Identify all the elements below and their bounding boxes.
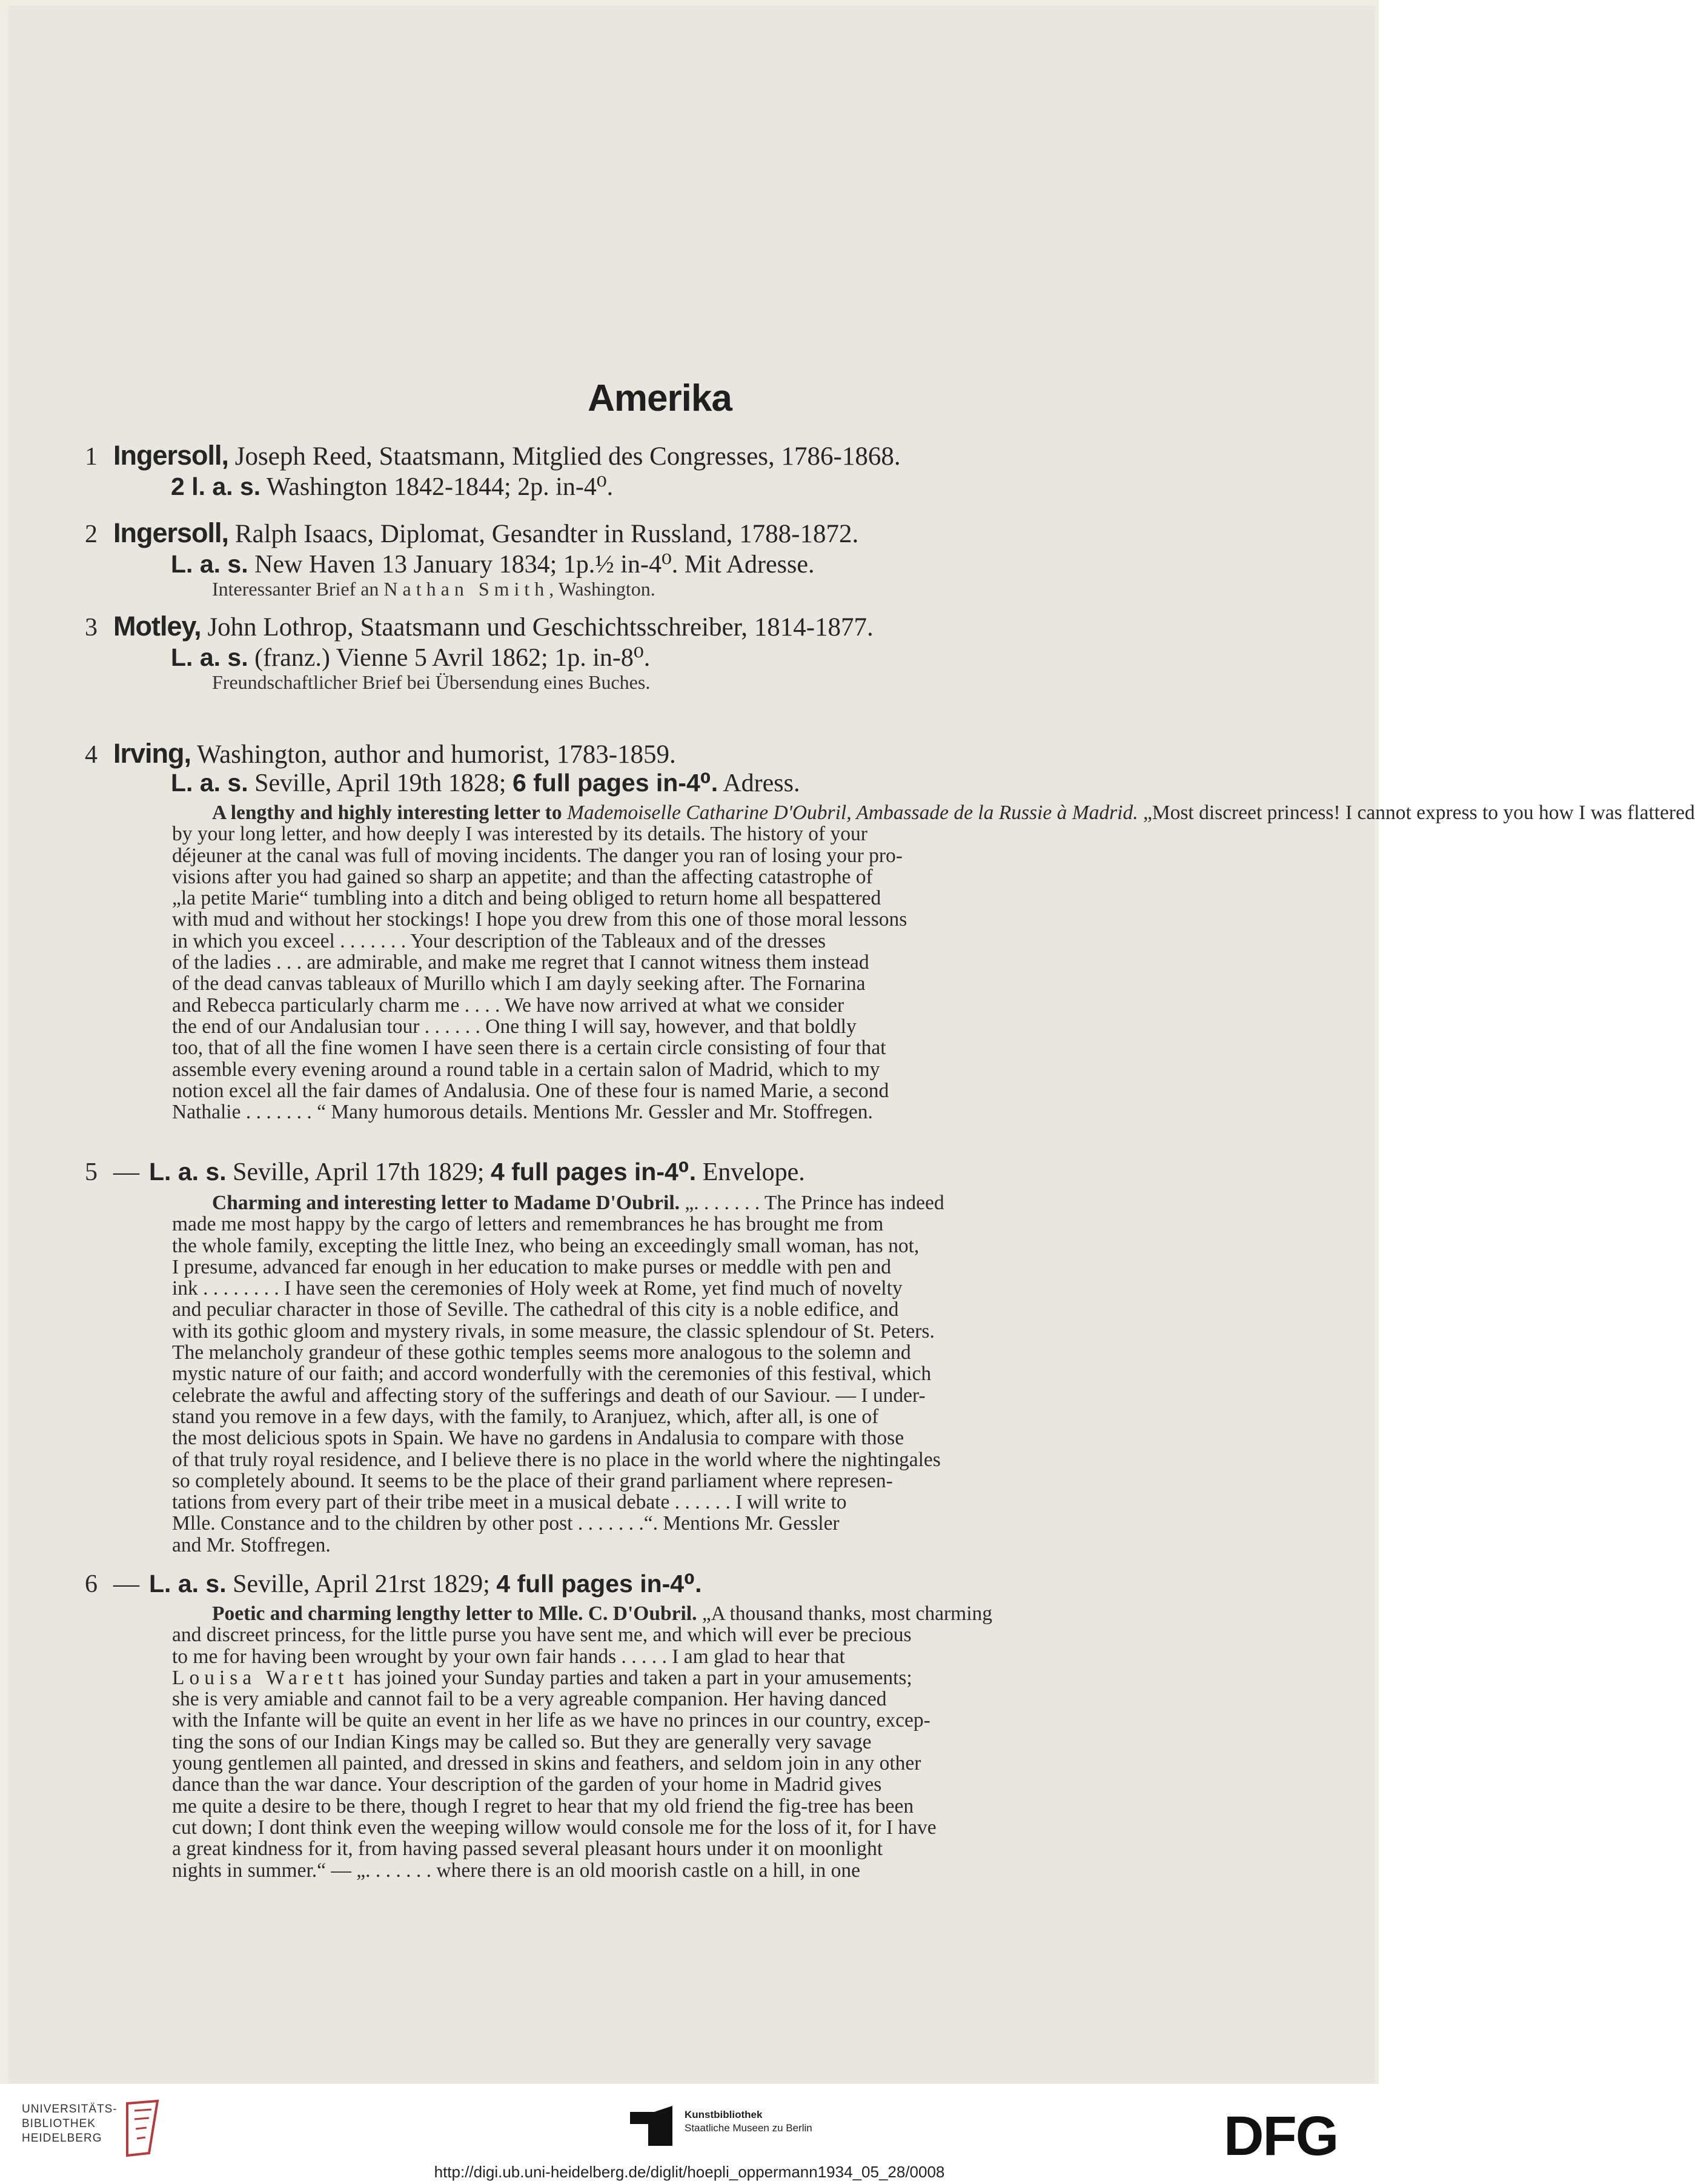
excerpt-line: of the ladies . . . are admirable, and make me regret that I cannot witness them instead bbox=[172, 951, 869, 974]
excerpt-line: the most delicious spots in Spain. We have no gardens in Andalusia to compare with those bbox=[172, 1427, 904, 1450]
ditto-dash: — bbox=[113, 1158, 139, 1186]
excerpt-line: ting the sons of our Indian Kings may be called so. But they are generally very savage bbox=[172, 1730, 872, 1753]
entry-name: Ingersoll, bbox=[113, 517, 229, 548]
excerpt-line: of that truly royal residence, and I believe there is no place in the world where the nightingales bbox=[172, 1448, 941, 1471]
entry-note: Interessanter Brief an Nathan Smith, Washington. bbox=[212, 578, 655, 600]
excerpt-line: The melancholy grandeur of these gothic temples seems more analogous to the solemn and bbox=[172, 1341, 911, 1364]
excerpt-text: „A thousand thanks, most charming bbox=[697, 1602, 993, 1625]
entry-number: 3 bbox=[85, 614, 98, 642]
excerpt-line: the whole family, excepting the little Inez, who being an exceedingly small woman, has not, bbox=[172, 1234, 920, 1257]
excerpt-line: in which you exceel . . . . . . . Your description of the Tableaux and of the dresses bbox=[172, 929, 826, 952]
item-details: Seville, April 17th 1829; bbox=[226, 1158, 491, 1186]
excerpt-line: visions after you had gained so sharp an appetite; and than the affecting catastrophe of bbox=[172, 865, 873, 888]
entry-description: Joseph Reed, Staatsmann, Mitglied des Congresses, 1786-1868. bbox=[228, 442, 901, 471]
item-pages: 6 full pages in-4⁰. bbox=[512, 769, 718, 797]
excerpt-line: dance than the war dance. Your description of the garden of your home in Madrid gives bbox=[172, 1773, 882, 1796]
item-details: New Haven 13 January 1834; 1p.½ in-4⁰. Mit Adresse. bbox=[248, 551, 815, 579]
spaced-name: Louisa Warett bbox=[172, 1666, 349, 1689]
excerpt-line: assemble every evening around a round table in a certain salon of Madrid, which to my bbox=[172, 1058, 880, 1081]
kunstbibliothek-label: Kunstbibliothek Staatliche Museen zu Berlin bbox=[685, 2109, 812, 2134]
recipient: Mademoiselle Catharine D'Oubril, Ambassade de la Russie à Madrid. bbox=[566, 802, 1138, 824]
item-type: L. a. s. bbox=[149, 1570, 227, 1598]
excerpt-line: stand you remove in a few days, with the family, to Aranjuez, which, after all, is one of bbox=[172, 1405, 879, 1428]
kunstbibliothek-logo-icon bbox=[630, 2106, 672, 2146]
university-library-label: UNIVERSITÄTS- BIBLIOTHEK HEIDELBERG bbox=[22, 2103, 118, 2145]
excerpt-text: „. . . . . . . The Prince has indeed bbox=[680, 1192, 944, 1214]
item-details: (franz.) Vienne 5 Avril 1862; 1p. in-8⁰. bbox=[248, 644, 651, 672]
excerpt-line: to me for having been wrought by your own fair hands . . . . . I am glad to hear that bbox=[172, 1645, 845, 1668]
excerpt-line: and peculiar character in those of Seville. The cathedral of this city is a noble edifice, and bbox=[172, 1298, 899, 1321]
excerpt-line: with the Infante will be quite an event in her life as we have no princes in our country, excep- bbox=[172, 1709, 930, 1732]
page-title: Amerika bbox=[588, 377, 732, 419]
heidelberg-logo-icon bbox=[121, 2099, 166, 2157]
dfg-logo: DFG bbox=[1224, 2105, 1338, 2167]
item-details: Washington 1842-1844; 2p. in-4⁰. bbox=[260, 473, 614, 501]
digitization-footer bbox=[0, 2084, 1379, 2184]
entry-description: Washington, author and humorist, 1783-1859. bbox=[191, 740, 676, 769]
excerpt-line: tations from every part of their tribe meet in a musical debate . . . . . . I will write to bbox=[172, 1491, 847, 1514]
excerpt-line: too, that of all the fine women I have seen there is a certain circle consisting of four that bbox=[172, 1037, 886, 1060]
excerpt-lead: A lengthy and highly interesting letter to bbox=[212, 802, 567, 824]
item-type: L. a. s. bbox=[171, 643, 248, 671]
item-type: 2 l. a. s. bbox=[171, 473, 261, 500]
excerpt-line: and discreet princess, for the little purse you have sent me, and which will ever be precious bbox=[172, 1624, 912, 1647]
excerpt-line: Nathalie . . . . . . . “ Many humorous details. Mentions Mr. Gessler and Mr. Stoffregen. bbox=[172, 1101, 873, 1124]
excerpt-line: celebrate the awful and affecting story of the sufferings and death of our Saviour. — I under- bbox=[172, 1384, 926, 1407]
item-extra: Adress. bbox=[718, 769, 800, 797]
item-pages: 4 full pages in-4⁰. bbox=[496, 1570, 702, 1598]
entry-number: 5 bbox=[85, 1158, 98, 1186]
entry-name: Irving, bbox=[113, 738, 191, 769]
excerpt-lines bbox=[172, 823, 1249, 1123]
excerpt-line: ink . . . . . . . . I have seen the ceremonies of Holy week at Rome, yet find much of novelty bbox=[172, 1277, 903, 1300]
catalogue-page bbox=[8, 6, 1695, 2083]
excerpt-line: with mud and without her stockings! I hope you drew from this one of those moral lessons bbox=[172, 908, 907, 931]
entry-number: 4 bbox=[85, 741, 98, 769]
entry-description: Ralph Isaacs, Diplomat, Gesandter in Russland, 1788-1872. bbox=[228, 520, 859, 548]
letter-excerpt bbox=[172, 1192, 1249, 1556]
entry-number: 1 bbox=[85, 443, 98, 471]
ditto-dash: — bbox=[113, 1570, 139, 1598]
excerpt-line: and Mr. Stoffregen. bbox=[172, 1533, 331, 1556]
excerpt-line: Mlle. Constance and to the children by other post . . . . . . .“. Mentions Mr. Gessler bbox=[172, 1512, 840, 1535]
excerpt-line: and Rebecca particularly charm me . . . . We have now arrived at what we consider bbox=[172, 994, 844, 1017]
excerpt-lines bbox=[172, 1688, 1249, 1881]
excerpt-line: by your long letter, and how deeply I was interested by its details. The history of your bbox=[172, 823, 867, 846]
excerpt-line: notion excel all the fair dames of Andalusia. One of these four is named Marie, a second bbox=[172, 1079, 889, 1102]
excerpt-line: young gentlemen all painted, and dressed in skins and feathers, and seldom join in any other bbox=[172, 1752, 921, 1775]
excerpt-line: cut down; I dont think even the weeping willow would console me for the loss of it, for I have bbox=[172, 1816, 937, 1839]
entry-note: Freundschaftlicher Brief bei Übersendung eines Buches. bbox=[212, 671, 651, 693]
excerpt-line: with its gothic gloom and mystery rivals, in some measure, the classic splendour of St. Peters. bbox=[172, 1319, 935, 1343]
item-type: L. a. s. bbox=[171, 769, 248, 797]
item-details: Seville, April 21rst 1829; bbox=[226, 1570, 497, 1598]
excerpt-line: Louisa Warett has joined your Sunday parties and taken a part in your amusements; bbox=[172, 1666, 912, 1689]
source-url[interactable]: http://digi.ub.uni-heidelberg.de/diglit/hoepli_oppermann1934_05_28/0008 bbox=[434, 2163, 945, 2181]
letter-excerpt bbox=[172, 802, 1695, 1124]
excerpt-line: she is very amiable and cannot fail to be a very agreable companion. Her having danced bbox=[172, 1688, 887, 1711]
excerpt-line: of the dead canvas tableaux of Murillo which I am dayly seeking after. The Fornarina bbox=[172, 972, 866, 995]
excerpt-line: so completely abound. It seems to be the place of their grand parliament where represen- bbox=[172, 1469, 893, 1492]
item-pages: 4 full pages in-4⁰. bbox=[490, 1158, 697, 1186]
excerpt-lines bbox=[172, 1213, 1249, 1556]
item-type: L. a. s. bbox=[171, 550, 248, 578]
excerpt-line: „la petite Marie“ tumbling into a ditch and being obliged to return home all bespattered bbox=[172, 887, 881, 910]
excerpt-line: a great kindness for it, from having passed several pleasant hours under it on moonlight bbox=[172, 1837, 883, 1860]
letter-excerpt bbox=[172, 1603, 1249, 1881]
excerpt-text: „Most discreet princess! I cannot express to you how I was flattered bbox=[1138, 802, 1695, 824]
entry-number: 6 bbox=[85, 1570, 98, 1598]
entry-name: Ingersoll, bbox=[113, 440, 229, 471]
item-type: L. a. s. bbox=[149, 1158, 227, 1186]
excerpt-line: nights in summer.“ — „. . . . . . . where there is an old moorish castle on a hill, in one bbox=[172, 1859, 860, 1882]
excerpt-line: I presume, advanced far enough in her education to make purses or meddle with pen and bbox=[172, 1255, 891, 1278]
excerpt-line: mystic nature of our faith; and accord wonderfully with the ceremonies of this festival, which bbox=[172, 1363, 932, 1386]
excerpt-lead: Charming and interesting letter to Madame D'Oubril. bbox=[212, 1192, 680, 1214]
entry-number: 2 bbox=[85, 520, 98, 548]
excerpt-lead: Poetic and charming lengthy letter to Mlle. C. D'Oubril. bbox=[212, 1602, 697, 1625]
entry-description: John Lothrop, Staatsmann und Geschichtsschreiber, 1814-1877. bbox=[201, 613, 874, 642]
item-extra: Envelope. bbox=[696, 1158, 805, 1186]
excerpt-line: déjeuner at the canal was full of moving incidents. The danger you ran of losing your pro- bbox=[172, 844, 903, 867]
excerpt-line: made me most happy by the cargo of letters and remembrances he has brought me from bbox=[172, 1213, 884, 1236]
excerpt-line: the end of our Andalusian tour . . . . . . One thing I will say, however, and that boldly bbox=[172, 1015, 857, 1038]
item-details: Seville, April 19th 1828; bbox=[248, 769, 512, 797]
excerpt-line: me quite a desire to be there, though I regret to hear that my old friend the fig-tree has been bbox=[172, 1794, 914, 1817]
entry-name: Motley, bbox=[113, 611, 201, 642]
